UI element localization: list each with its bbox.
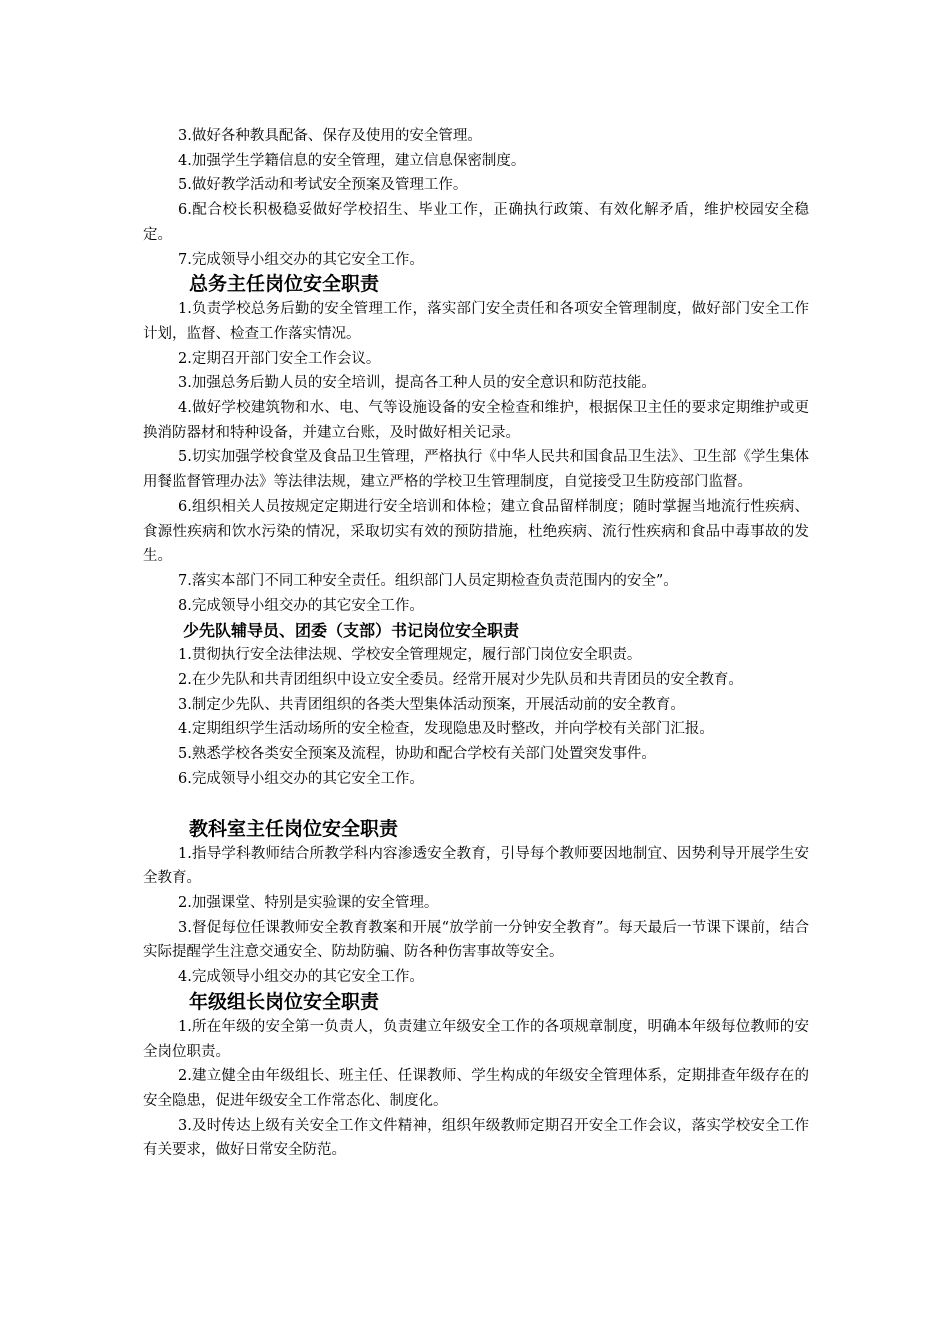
paragraph: 2.加强课堂、特别是实验课的安全管理。 — [178, 894, 439, 911]
paragraph: 4.完成领导小组交办的其它安全工作。 — [178, 969, 424, 986]
paragraph: 6.组织相关人员按规定定期进行安全培训和体检；建立食品留样制度；随时掌握当地流行性疾病、食源性疾病和饮水污染的情况，采取切实有效的预防措施，杜绝疾病、流行性疾病和食品中毒事故的发生。 — [143, 498, 809, 565]
paragraph: 4.做好学校建筑物和水、电、气等设施设备的安全检查和维护，根据保卫主任的要求定期维护或更换消防器材和特种设备，并建立台账，及时做好相关记录。 — [143, 400, 809, 441]
document-body — [143, 124, 809, 1163]
paragraph: 1.所在年级的安全第一负责人，负责建立年级安全工作的各项规章制度，明确本年级每位教师的安全岗位职责。 — [143, 1018, 809, 1060]
paragraph: 6.完成领导小组交办的其它安全工作。 — [178, 770, 424, 787]
paragraph: 1.贯彻执行安全法律法规、学校安全管理规定，履行部门岗位安全职责。 — [178, 647, 642, 664]
paragraph: 7.完成领导小组交办的其它安全工作。 — [178, 251, 424, 268]
paragraph: 2.建立健全由年级组长、班主任、任课教师、学生构成的年级安全管理体系，定期排查年级存在的安全隐患，促进年级安全工作常态化、制度化。 — [143, 1068, 809, 1109]
paragraph: 1.负责学校总务后勤的安全管理工作，落实部门安全责任和各项安全管理制度，做好部门安全工作计划，监督、检查工作落实情况。 — [143, 301, 809, 342]
paragraph: 8.完成领导小组交办的其它安全工作。 — [178, 597, 424, 614]
paragraph: 5.切实加强学校食堂及食品卫生管理，严格执行《中华人民共和国食品卫生法》、卫生部《学生集体用餐监督管理办法》等法律法规，建立严格的学校卫生管理制度，自觉接受卫生防疫部门监督。 — [143, 449, 809, 491]
paragraph: 3.督促每位任课教师安全教育教案和开展“放学前一分钟安全教育”。每天最后一节课下课前，结合实际提醒学生注意交通安全、防劫防骗、防各种伤害事故等安全。 — [143, 919, 809, 961]
paragraph: 4.加强学生学籍信息的安全管理，建立信息保密制度。 — [178, 152, 526, 169]
paragraph: 5.熟悉学校各类安全预案及流程，协助和配合学校有关部门处置突发事件。 — [178, 746, 656, 763]
paragraph: 6.配合校长积极稳妥做好学校招生、毕业工作，正确执行政策、有效化解矛盾，维护校园安全稳定。 — [143, 202, 809, 243]
paragraph: 3.加强总务后勤人员的安全培训，提高各工种人员的安全意识和防范技能。 — [178, 375, 656, 392]
section-heading-research: 教科室主任岗位安全职责 — [189, 817, 399, 840]
paragraph: 3.制定少先队、共青团组织的各类大型集体活动预案，开展活动前的安全教育。 — [178, 696, 685, 713]
paragraph: 4.定期组织学生活动场所的安全检查，发现隐患及时整改，并向学校有关部门汇报。 — [178, 721, 714, 738]
paragraph: 5.做好教学活动和考试安全预案及管理工作。 — [178, 177, 468, 194]
paragraph: 1.指导学科教师结合所教学科内容渗透安全教育，引导每个教师要因地制宜、因势利导开展学生安全教育。 — [143, 845, 809, 887]
paragraph: 7.落实本部门不同工种安全责任。组织部门人员定期检查负责范围内的安全”。 — [178, 572, 678, 589]
section-heading-general-affairs: 总务主任岗位安全职责 — [189, 273, 380, 296]
paragraph: 3.做好各种教具配备、保存及使用的安全管理。 — [178, 128, 482, 144]
paragraph: 3.及时传达上级有关安全工作文件精神，组织年级教师定期召开安全工作会议，落实学校安全工作有关要求，做好日常安全防范。 — [143, 1117, 809, 1159]
paragraph: 2.在少先队和共青团组织中设立安全委员。经常开展对少先队员和共青团员的安全教育。 — [178, 672, 743, 689]
section-heading-youth: 少先队辅导员、团委（支部）书记岗位安全职责 — [183, 621, 520, 641]
paragraph: 2.定期召开部门安全工作会议。 — [178, 350, 381, 367]
section-heading-grade: 年级组长岗位安全职责 — [189, 990, 380, 1013]
